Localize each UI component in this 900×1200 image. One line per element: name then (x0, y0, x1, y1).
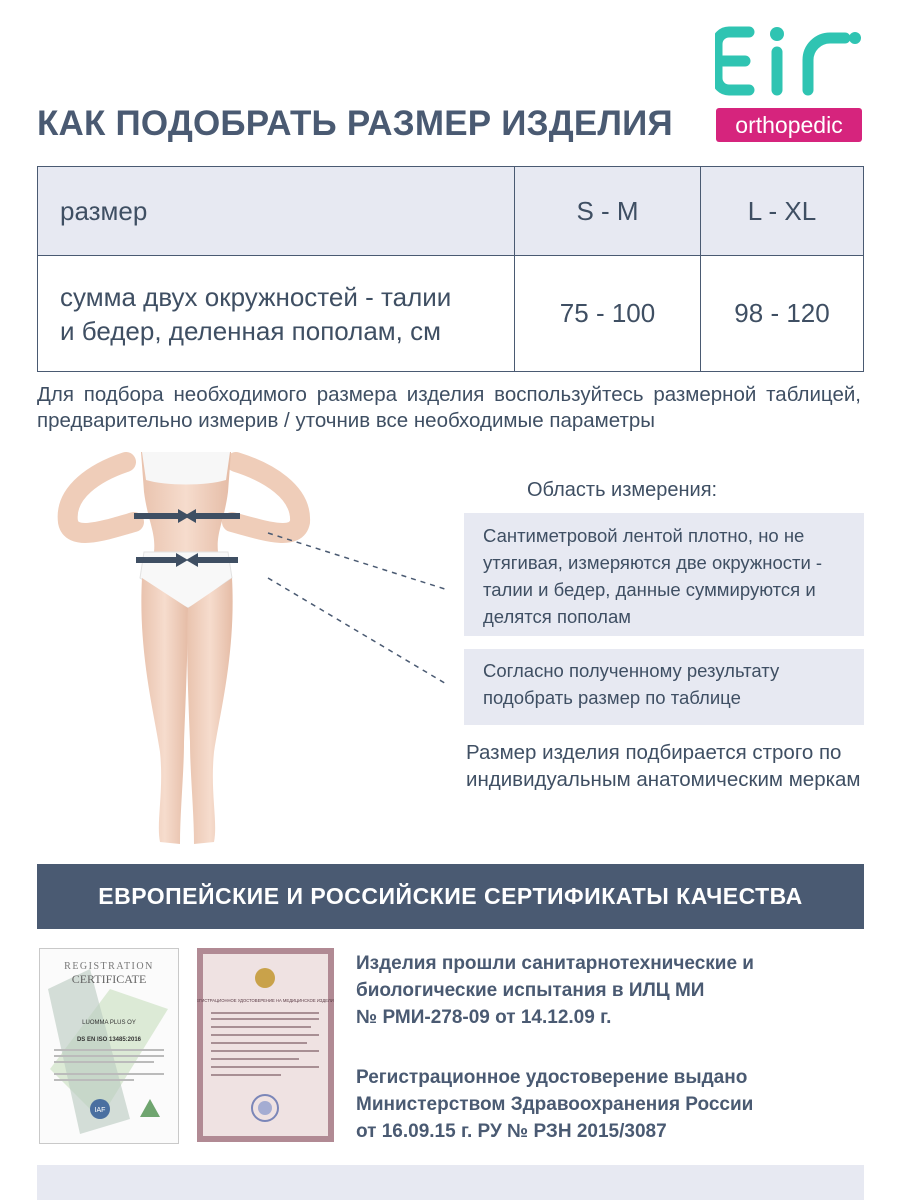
cert1-standard: DS EN ISO 13485:2016 (76, 1037, 142, 1043)
cert-text1-line2: биологические испытания в ИЛЦ МИ (356, 980, 705, 1001)
sanitary-tests-text (356, 950, 826, 1031)
size-header-label: размер (38, 167, 515, 256)
measure-area-title: Область измерения: (527, 479, 718, 501)
russian-registration-certificate-image (197, 948, 334, 1142)
size-header-sm: S - M (515, 167, 701, 256)
cert-text2-line1: Регистрационное удостоверение выдано (356, 1067, 748, 1088)
certificates-banner: ЕВРОПЕЙСКИЕ И РОССИЙСКИЕ СЕРТИФИКАТЫ КАЧЕСТВА (37, 864, 864, 929)
size-value-lxl: 98 - 120 (701, 256, 864, 372)
cert2-title: РЕГИСТРАЦИОННОЕ УДОСТОВЕРЕНИЕ НА МЕДИЦИНСКОЕ ИЗДЕЛИЕ (197, 998, 334, 1003)
cert-text2-line2: Министерством Здравоохранения России (356, 1094, 754, 1115)
logo-tagline: orthopedic (716, 108, 862, 142)
cert1-company: LUOMMA PLUS OY (82, 1020, 136, 1026)
size-row-label-line1: сумма двух окружностей - талии (60, 281, 452, 312)
page-title: КАК ПОДОБРАТЬ РАЗМЕР ИЗДЕЛИЯ (37, 104, 673, 143)
cert-text1-line1: Изделия прошли санитарнотехнические и (356, 953, 754, 974)
size-selection-box: Согласно полученному результату подобрать размер по таблице (464, 649, 864, 725)
intro-text: Для подбора необходимого размера изделия воспользуйтесь размерной таблицей, предварительно измерив / уточнив все необходимые параметры (37, 383, 861, 432)
footer-bar (37, 1165, 864, 1200)
cert-text2-line3: от 16.09.15 г. РУ № РЗН 2015/3087 (356, 1121, 667, 1142)
registration-text (356, 1064, 826, 1145)
size-header-lxl: L - XL (701, 167, 864, 256)
cert-text1-line3: № РМИ-278-09 от 14.12.09 г. (356, 1007, 612, 1028)
cert1-heading: REGISTRATION (64, 961, 154, 972)
size-row-label-line2: и бедер, деленная пополам, см (60, 315, 441, 346)
registration-certificate-image (39, 948, 179, 1144)
cert1-title: CERTIFICATE (71, 972, 147, 986)
measure-instruction-box: Сантиметровой лентой плотно, но не утягивая, измеряются две окружности - талии и бедер, данные суммируются и делятся пополам (464, 513, 864, 636)
cert1-iaf: IAF (94, 1107, 106, 1114)
size-note: Размер изделия подбирается строго по индивидуальным анатомическим меркам (466, 741, 861, 791)
size-value-sm: 75 - 100 (515, 256, 701, 372)
